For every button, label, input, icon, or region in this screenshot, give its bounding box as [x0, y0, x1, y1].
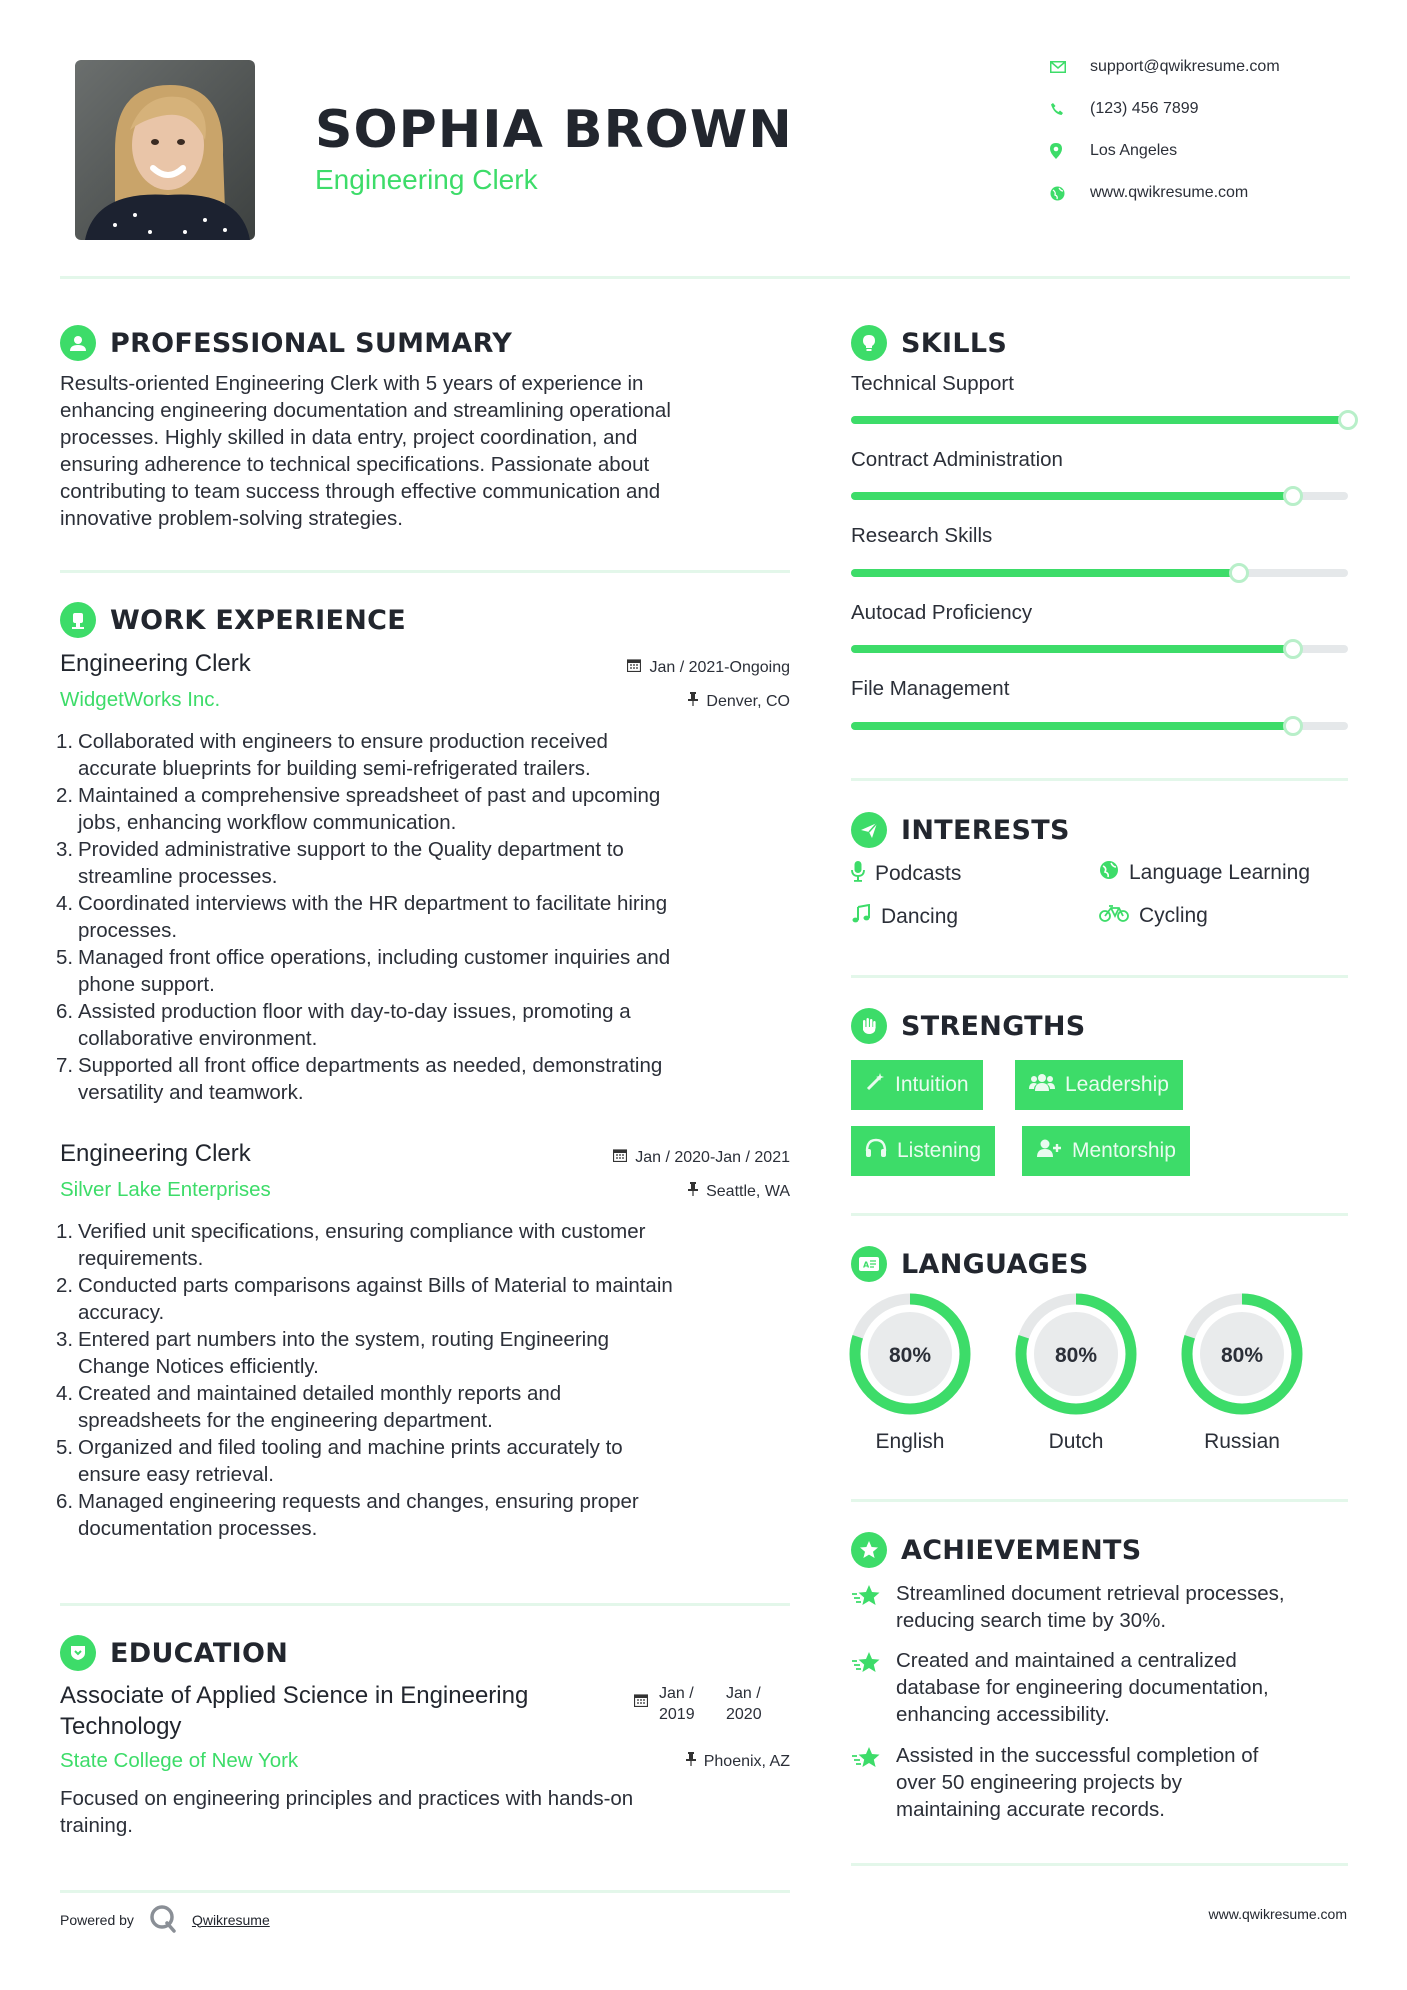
- user-plus-icon: [1036, 1138, 1062, 1164]
- list-item: 2. Maintained a comprehensive spreadsheet of past and upcoming jobs, enhancing workflow communication.: [56, 784, 661, 834]
- job-2-role: Engineering Clerk: [60, 1140, 251, 1167]
- magic-wand-icon: [865, 1072, 885, 1098]
- language-label: Russian: [1204, 1430, 1280, 1453]
- list-item: 4. Created and maintained detailed monthly reports and spreadsheets for the engineering department.: [56, 1382, 562, 1432]
- skill-bar: [851, 569, 1348, 577]
- summary-line: contributing to team success through effective communication and: [60, 480, 661, 503]
- list-item: 6. Assisted production floor with day-to-day issues, promoting a collaborative environment.: [56, 1000, 631, 1050]
- lightbulb-icon: [851, 325, 887, 361]
- job-1-role: Engineering Clerk: [60, 650, 251, 677]
- skills-heading: [851, 325, 1007, 361]
- skill-bar-knob: [1283, 486, 1303, 506]
- list-item: 6. Managed engineering requests and changes, ensuring proper documentation processes.: [56, 1490, 639, 1540]
- skill-bar: [851, 416, 1348, 424]
- interest-language-learning: Language Learning: [1099, 860, 1310, 886]
- profile-photo: [75, 60, 255, 240]
- interest-podcasts: Podcasts: [851, 860, 961, 888]
- contact-email-text: support@qwikresume.com: [1090, 58, 1280, 75]
- section-divider: [851, 1863, 1348, 1866]
- footer-divider: [60, 1890, 790, 1893]
- portrait-image: [75, 60, 255, 240]
- summary-title: PROFESSIONAL SUMMARY: [110, 327, 513, 359]
- education-end-date: Jan / 2020: [726, 1685, 762, 1723]
- globe-icon: [1050, 186, 1090, 201]
- pushpin-icon: [686, 1752, 696, 1771]
- job-2-company: Silver Lake Enterprises: [60, 1178, 271, 1201]
- language-percent: 80%: [1054, 1344, 1098, 1367]
- list-item: 2. Conducted parts comparisons against Bills of Material to maintain accuracy.: [56, 1274, 673, 1324]
- education-title: EDUCATION: [110, 1637, 289, 1669]
- skill-bar-fill: [851, 569, 1239, 577]
- job-1-dates: [560, 658, 790, 677]
- list-item: 3. Provided administrative support to the Quality department to streamline processes.: [56, 838, 624, 888]
- calendar-icon: [613, 1148, 627, 1167]
- summary-heading: [60, 325, 512, 361]
- user-icon: [60, 325, 96, 361]
- job-1-location: [560, 692, 790, 711]
- qwikresume-logo-icon: [148, 1903, 178, 1936]
- contact-website[interactable]: [1050, 184, 1370, 202]
- strength-chip-mentorship: Mentorship: [1022, 1126, 1190, 1176]
- job-1-location-text: Denver, CO: [706, 692, 790, 710]
- job-2-duties: [56, 1218, 800, 1542]
- header-divider: [60, 276, 1350, 279]
- strength-chip-leadership: Leadership: [1015, 1060, 1183, 1110]
- language-percent: 80%: [888, 1344, 932, 1367]
- list-item: 7. Supported all front office departments as needed, demonstrating versatility and teamwork.: [56, 1054, 663, 1104]
- section-divider: [851, 1499, 1348, 1502]
- languages-title: LANGUAGES: [901, 1248, 1089, 1280]
- skill-label: Research Skills: [851, 524, 993, 547]
- job-1-duties: [56, 728, 800, 1106]
- skill-label: Autocad Proficiency: [851, 601, 1033, 624]
- language-card-icon: [851, 1246, 887, 1282]
- experience-heading: [60, 602, 406, 638]
- star-icon: [851, 1650, 883, 1681]
- section-divider: [60, 570, 790, 573]
- skill-label: Contract Administration: [851, 448, 1063, 471]
- skill-bar-fill: [851, 416, 1348, 424]
- interest-cycling: Cycling: [1099, 904, 1208, 928]
- star-icon: [851, 1745, 883, 1776]
- star-icon: [851, 1583, 883, 1614]
- strengths-heading: [851, 1008, 1086, 1044]
- job-2-dates: [540, 1148, 790, 1167]
- qwikresume-link[interactable]: Qwikresume: [191, 1911, 270, 1928]
- job-2-dates-text: Jan / 2020-Jan / 2021: [635, 1148, 790, 1166]
- skill-label: Technical Support: [851, 372, 1014, 395]
- achievement-item: Assisted in the successful completion of over 50 engineering projects by maintaining accurate records.: [896, 1744, 1259, 1821]
- job-1-company: WidgetWorks Inc.: [60, 688, 221, 711]
- contact-location-text: Los Angeles: [1090, 142, 1178, 159]
- skill-bar-knob: [1338, 410, 1358, 430]
- microphone-icon: [851, 860, 865, 888]
- experience-title: WORK EXPERIENCE: [110, 604, 406, 636]
- language-ring-english: [848, 1292, 972, 1416]
- contact-phone[interactable]: [1050, 100, 1370, 118]
- language-label: English: [875, 1430, 945, 1453]
- degree-title: [60, 1680, 528, 1742]
- footer-powered-by: [60, 1903, 270, 1936]
- bicycle-icon: [1099, 904, 1129, 928]
- skill-bar: [851, 722, 1348, 730]
- summary-text: [60, 370, 800, 532]
- users-icon: [1029, 1072, 1055, 1098]
- pushpin-icon: [688, 692, 698, 711]
- skill-bar-knob: [1283, 716, 1303, 736]
- section-divider: [851, 1213, 1348, 1216]
- school-name: State College of New York: [60, 1749, 299, 1772]
- briefcase-icon: [60, 602, 96, 638]
- education-location-text: Phoenix, AZ: [703, 1752, 790, 1770]
- contact-website-text: www.qwikresume.com: [1090, 184, 1249, 201]
- skill-bar-fill: [851, 722, 1293, 730]
- skill-bar-fill: [851, 645, 1293, 653]
- summary-line: Results-oriented Engineering Clerk with 5 years of experience in: [60, 372, 644, 395]
- candidate-title: Engineering Clerk: [315, 164, 538, 195]
- music-note-icon: [851, 904, 871, 930]
- education-heading: [60, 1635, 288, 1671]
- section-divider: [851, 975, 1348, 978]
- strengths-title: STRENGTHS: [901, 1010, 1086, 1042]
- strength-chip-listening: Listening: [851, 1126, 995, 1176]
- achievements-title: ACHIEVEMENTS: [901, 1534, 1142, 1566]
- summary-line: processes. Highly skilled in data entry, project coordination, and: [60, 426, 638, 449]
- candidate-name: SOPHIA BROWN: [315, 100, 793, 160]
- language-label: Dutch: [1048, 1430, 1104, 1453]
- education-description: Focused on engineering principles and practices with hands-on training.: [60, 1787, 634, 1837]
- envelope-icon: [1050, 61, 1090, 73]
- list-item: 4. Coordinated interviews with the HR department to facilitate hiring processes.: [56, 892, 668, 942]
- languages-heading: [851, 1246, 1089, 1282]
- calendar-icon: [627, 658, 641, 677]
- list-item: 5. Organized and filed tooling and machine prints accurately to ensure easy retrieval.: [56, 1436, 623, 1486]
- headphones-icon: [865, 1138, 887, 1164]
- interests-title: INTERESTS: [901, 814, 1070, 846]
- skill-bar-knob: [1229, 563, 1249, 583]
- achievements-heading: [851, 1532, 1142, 1568]
- skill-bar: [851, 492, 1348, 500]
- section-divider: [60, 1603, 790, 1606]
- job-2-location-text: Seattle, WA: [706, 1182, 790, 1200]
- graduation-icon: [60, 1635, 96, 1671]
- skill-bar-knob: [1283, 639, 1303, 659]
- skill-bar: [851, 645, 1348, 653]
- strength-chip-intuition: Intuition: [851, 1060, 983, 1110]
- footer-url[interactable]: www.qwikresume.com: [1208, 1906, 1347, 1922]
- hand-icon: [851, 1008, 887, 1044]
- contact-phone-text: (123) 456 7899: [1090, 100, 1199, 117]
- summary-line: ensuring adherence to technical specifications. Passionate about: [60, 453, 650, 476]
- interests-heading: [851, 812, 1070, 848]
- language-ring-russian: [1180, 1292, 1304, 1416]
- list-item: 3. Entered part numbers into the system, routing Engineering Change Notices efficiently.: [56, 1328, 610, 1378]
- interest-dancing: Dancing: [851, 904, 958, 930]
- powered-by-label: Powered by: [60, 1911, 134, 1928]
- contact-email[interactable]: [1050, 58, 1370, 76]
- phone-icon: [1050, 102, 1090, 116]
- star-badge-icon: [851, 1532, 887, 1568]
- skills-title: SKILLS: [901, 327, 1008, 359]
- list-item: 5. Managed front office operations, including customer inquiries and phone support.: [56, 946, 671, 996]
- list-item: 1. Verified unit specifications, ensuring compliance with customer requirements.: [56, 1220, 646, 1270]
- summary-line: enhancing engineering documentation and streamlining operational: [60, 399, 671, 422]
- skill-bar-fill: [851, 492, 1293, 500]
- education-location: [560, 1752, 790, 1771]
- section-divider: [851, 778, 1348, 781]
- degree-line: Associate of Applied Science in Engineering: [60, 1682, 529, 1709]
- map-pin-icon: [1050, 143, 1090, 159]
- skill-label: File Management: [851, 677, 1010, 700]
- job-1-dates-text: Jan / 2021-Ongoing: [649, 658, 790, 676]
- education-start-date: Jan / 2019: [659, 1685, 695, 1723]
- degree-line: Technology: [60, 1713, 182, 1740]
- summary-line: innovative problem-solving strategies.: [60, 507, 403, 530]
- pushpin-icon: [688, 1182, 698, 1201]
- calendar-icon: [634, 1693, 648, 1712]
- achievement-item: Streamlined document retrieval processes, reducing search time by 30%.: [896, 1582, 1285, 1632]
- globe-icon: [1099, 860, 1119, 886]
- contact-location: [1050, 142, 1370, 160]
- job-2-location: [560, 1182, 790, 1201]
- svg-text:A: A: [863, 1260, 870, 1270]
- achievement-item: Created and maintained a centralized database for engineering documentation, enhancing accessibility.: [896, 1649, 1269, 1726]
- language-percent: 80%: [1220, 1344, 1264, 1367]
- paper-plane-icon: [851, 812, 887, 848]
- language-ring-dutch: [1014, 1292, 1138, 1416]
- list-item: 1. Collaborated with engineers to ensure production received accurate blueprints for building semi-refrigerated trailers.: [56, 730, 608, 780]
